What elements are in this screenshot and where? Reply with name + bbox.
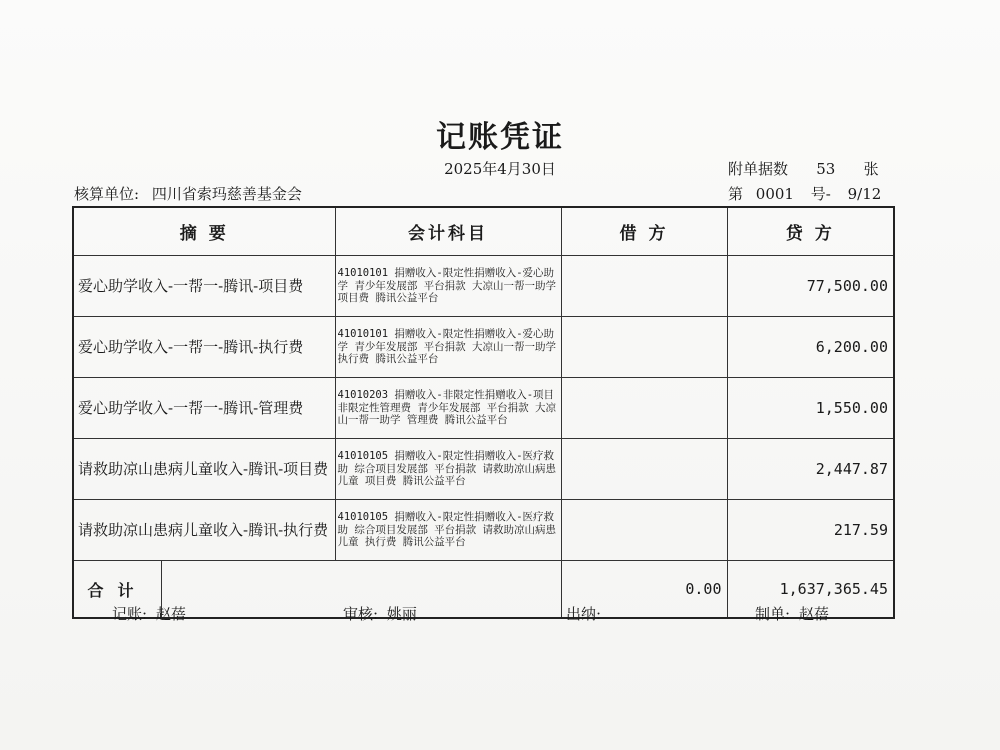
preparer	[755, 603, 829, 624]
row-credit: 217.59	[727, 500, 894, 561]
row-summary: 请救助凉山患病儿童收入-腾讯-执行费	[73, 500, 335, 561]
attachment-unit: 张	[863, 160, 879, 178]
total-credit: 1,637,365.45	[727, 561, 894, 619]
row-account: 41010105 捐赠收入-限定性捐赠收入-医疗救助 综合项目发展部 平台捐款 请救助凉山病患儿童 项目费 腾讯公益平台	[335, 439, 561, 500]
voucher-page: 9/12	[847, 185, 882, 203]
table-row	[73, 500, 894, 561]
table-row	[73, 439, 894, 500]
row-credit: 2,447.87	[727, 439, 894, 500]
row-account: 41010101 捐赠收入-限定性捐赠收入-爱心助学 青少年发展部 平台捐款 大凉山一帮一助学 执行费 腾讯公益平台	[335, 317, 561, 378]
attachment-number: 53	[816, 160, 836, 178]
table-row	[73, 256, 894, 317]
accounting-unit	[74, 183, 302, 204]
reviewer-label: 审核:	[343, 605, 379, 623]
header-credit: 贷 方	[727, 207, 894, 256]
total-label: 合计	[74, 561, 162, 617]
reviewer	[343, 603, 417, 624]
table-header-row	[73, 207, 894, 256]
row-account: 41010203 捐赠收入-非限定性捐赠收入-项目非限定性管理费 青少年发展部 平台捐款 大凉山一帮一助学 管理费 腾讯公益平台	[335, 378, 561, 439]
header-summary: 摘 要	[73, 207, 335, 256]
voucher-title: 记账凭证	[436, 120, 564, 155]
row-debit	[561, 378, 727, 439]
voucher-no-suffix: 号-	[810, 185, 831, 203]
row-summary: 爱心助学收入-一帮一-腾讯-管理费	[73, 378, 335, 439]
attachment-label: 附单据数	[728, 160, 789, 178]
row-summary: 爱心助学收入-一帮一-腾讯-执行费	[73, 317, 335, 378]
bookkeeper-label: 记账:	[112, 605, 148, 623]
row-debit	[561, 317, 727, 378]
preparer-name: 赵蓓	[798, 605, 829, 623]
row-credit: 77,500.00	[727, 256, 894, 317]
row-account: 41010101 捐赠收入-限定性捐赠收入-爱心助学 青少年发展部 平台捐款 大凉山一帮一助学 项目费 腾讯公益平台	[335, 256, 561, 317]
row-debit	[561, 439, 727, 500]
total-debit: 0.00	[561, 561, 727, 619]
bookkeeper-name: 赵蓓	[155, 605, 186, 623]
voucher-date: 2025年4月30日	[444, 160, 556, 178]
unit-name: 四川省索玛慈善基金会	[151, 185, 302, 203]
cashier-label: 出纳:	[566, 605, 602, 623]
row-credit: 1,550.00	[727, 378, 894, 439]
attachment-count	[728, 158, 879, 179]
reviewer-name: 姚丽	[386, 605, 417, 623]
row-summary: 爱心助学收入-一帮一-腾讯-项目费	[73, 256, 335, 317]
table-row	[73, 317, 894, 378]
voucher-no-prefix: 第	[728, 185, 744, 203]
row-summary: 请救助凉山患病儿童收入-腾讯-项目费	[73, 439, 335, 500]
preparer-label: 制单:	[755, 605, 791, 623]
row-account: 41010105 捐赠收入-限定性捐赠收入-医疗救助 综合项目发展部 平台捐款 请救助凉山病患儿童 执行费 腾讯公益平台	[335, 500, 561, 561]
table-row	[73, 378, 894, 439]
unit-label: 核算单位:	[74, 185, 140, 203]
row-debit	[561, 500, 727, 561]
row-credit: 6,200.00	[727, 317, 894, 378]
header-account: 会计科目	[335, 207, 561, 256]
voucher-number	[728, 183, 881, 204]
voucher-table	[72, 206, 895, 619]
voucher-no-value: 0001	[755, 185, 794, 203]
cashier	[566, 603, 605, 624]
bookkeeper	[112, 603, 186, 624]
header-debit: 借 方	[561, 207, 727, 256]
row-debit	[561, 256, 727, 317]
